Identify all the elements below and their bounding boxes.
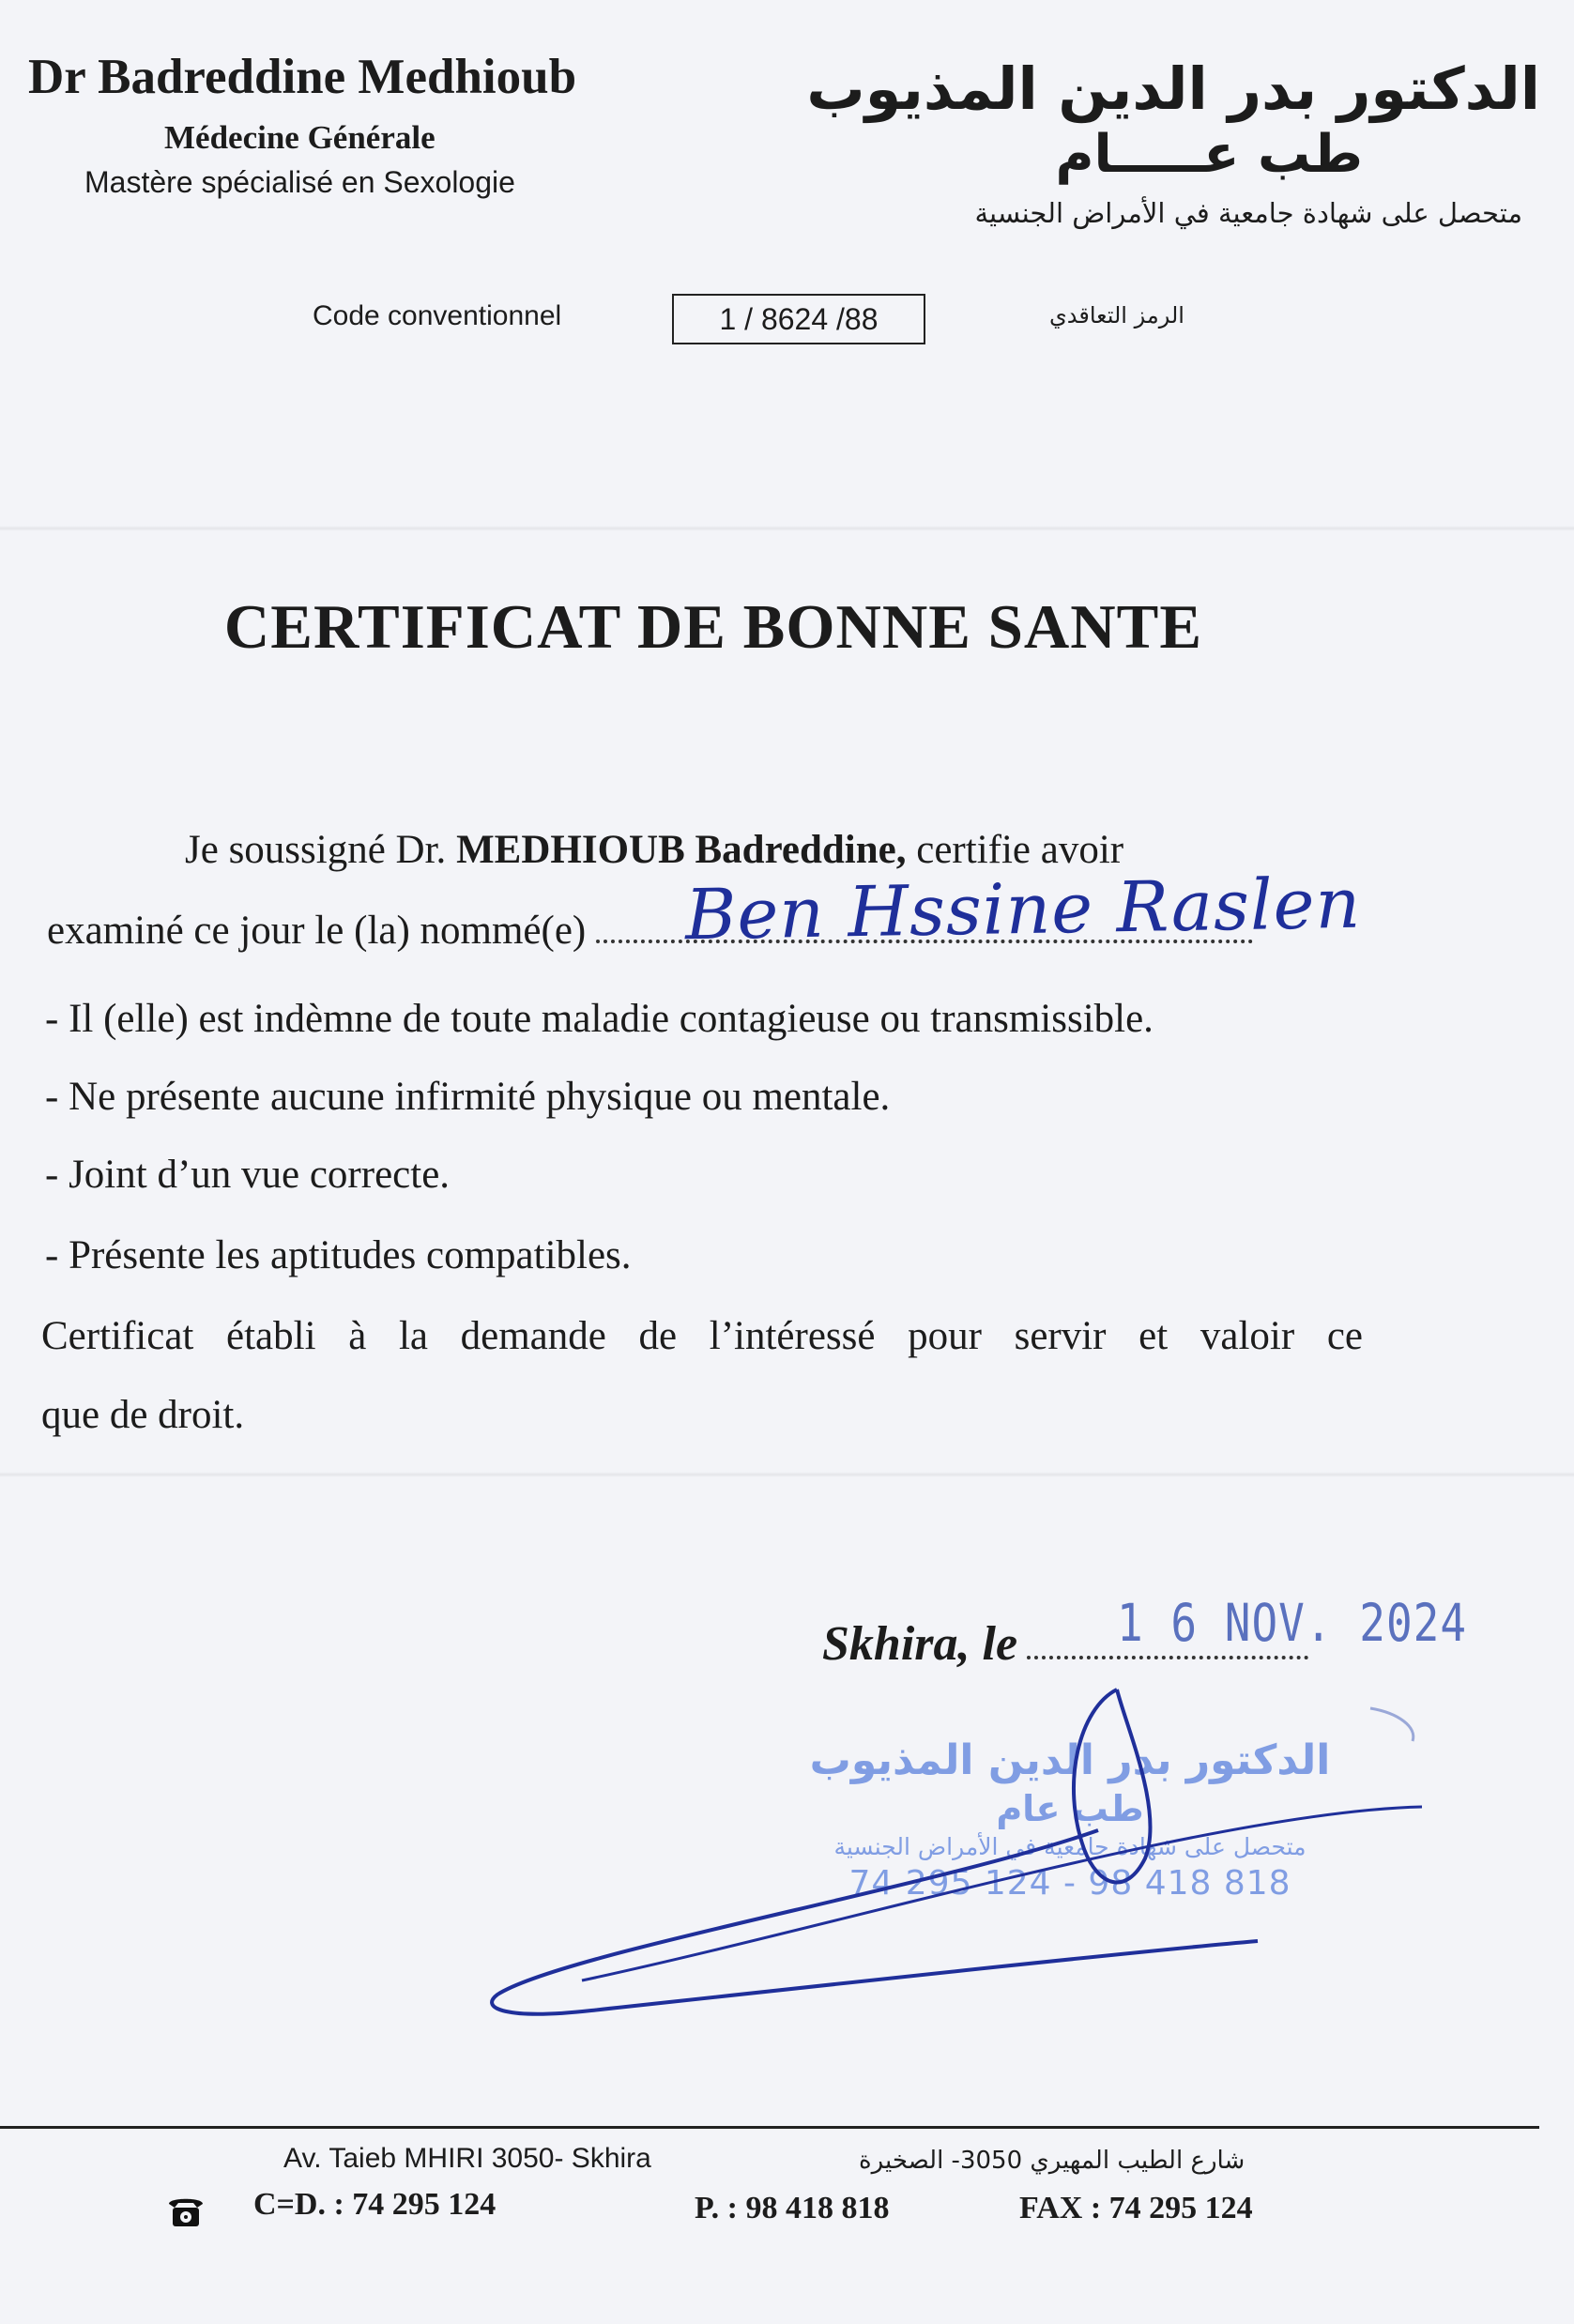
- cabinet-phone: C=D. : 74 295 124: [253, 2187, 497, 2222]
- specialty-ar: طب عـــــام: [1055, 124, 1363, 185]
- closing-line-1: Certificat établi à la demande de l’intéressé pour servir et valoir ce: [41, 1314, 1363, 1358]
- paper-fold: [0, 1472, 1574, 1477]
- code-label-ar: الرمز التعاقدي: [1049, 302, 1184, 329]
- address-fr: Av. Taieb MHIRI 3050- Skhira: [283, 2143, 651, 2174]
- intro-prefix: Je soussigné Dr.: [185, 828, 447, 872]
- place-label: Skhira, le: [822, 1617, 1018, 1671]
- examined-prefix: examiné ce jour le (la) nommé(e): [47, 909, 587, 953]
- stamp-diploma: متحصل على شهادة جامعية في الأمراض الجنسية: [833, 1833, 1307, 1860]
- closing-line-2: que de droit.: [41, 1393, 245, 1437]
- stamp-specialty: طب عام: [996, 1788, 1144, 1829]
- master-ar: متحصل على شهادة جامعية في الأمراض الجنسية: [974, 197, 1522, 229]
- telephone-icon: [165, 2194, 206, 2228]
- statement-line-2: - Ne présente aucune infirmité physique ou mentale.: [45, 1075, 891, 1119]
- doctor-name-fr: Dr Badreddine Medhioub: [28, 50, 577, 104]
- paper-fold: [0, 526, 1574, 531]
- specialty-fr: Médecine Générale: [164, 119, 436, 156]
- certificate-title: CERTIFICAT DE BONNE SANTE: [223, 592, 1203, 662]
- patient-name-handwritten: Ben Hssine Raslen: [684, 863, 1362, 956]
- fax-number: FAX : 74 295 124: [1019, 2191, 1253, 2225]
- intro-suffix: certifie avoir: [916, 828, 1124, 872]
- stamp-phones: 74 295 124 - 98 418 818: [848, 1864, 1291, 1903]
- address-ar: شارع الطيب المهيري 3050- الصخيرة: [859, 2147, 1245, 2175]
- mobile-phone: P. : 98 418 818: [695, 2191, 890, 2225]
- footer-rule: [0, 2126, 1539, 2129]
- statement-line-1: - Il (elle) est indèmne de toute maladie contagieuse ou transmissible.: [45, 997, 1154, 1041]
- code-value-box: 1 / 8624 /88: [672, 294, 925, 344]
- statement-line-4: - Présente les aptitudes compatibles.: [45, 1233, 632, 1277]
- statement-line-3: - Joint d’un vue correcte.: [45, 1153, 451, 1197]
- master-fr: Mastère spécialisé en Sexologie: [84, 165, 515, 199]
- handwritten-signature: [469, 1671, 1445, 2027]
- date-stamp: 1 6 NOV. 2024: [1117, 1592, 1468, 1654]
- doctor-bold-name: MEDHIOUB Badreddine,: [456, 828, 907, 872]
- doctor-name-ar: الدكتور بدر الدين المذيوب: [806, 54, 1540, 123]
- stamp-doctor-name: الدكتور بدر الدين المذيوب: [809, 1736, 1331, 1784]
- code-label-fr: Code conventionnel: [313, 300, 562, 331]
